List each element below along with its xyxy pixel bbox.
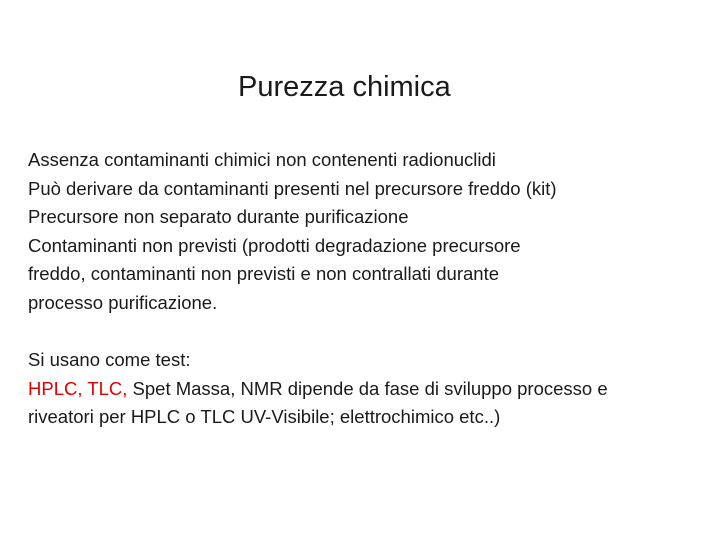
tests-line-1 — [28, 375, 698, 404]
tests-line-2: riveatori per HPLC o TLC UV-Visibile; elettrochimico etc..) — [28, 406, 501, 428]
body-line-1: Assenza contaminanti chimici non contenenti radionuclidi — [28, 149, 496, 170]
slide-body — [28, 146, 698, 432]
body-line-3: Precursore non separato durante purificazione — [28, 206, 409, 228]
body-line-6: processo purificazione. — [28, 291, 218, 313]
paragraph-gap — [28, 318, 698, 347]
slide-title: Purezza chimica — [238, 71, 451, 103]
body-line-4: Contaminanti non previsti (prodotti degradazione precursore — [28, 234, 521, 256]
tests-highlight: HPLC, TLC, — [28, 377, 128, 399]
body-line-2: Può derivare da contaminanti presenti nel precursore freddo (kit) — [28, 177, 557, 199]
tests-heading: Si usano come test: — [28, 349, 191, 371]
tests-line-1-rest: Spet Massa, NMR dipende da fase di sviluppo processo e — [127, 377, 608, 399]
body-line-5: freddo, contaminanti non previsti e non contrallati durante — [28, 263, 500, 285]
